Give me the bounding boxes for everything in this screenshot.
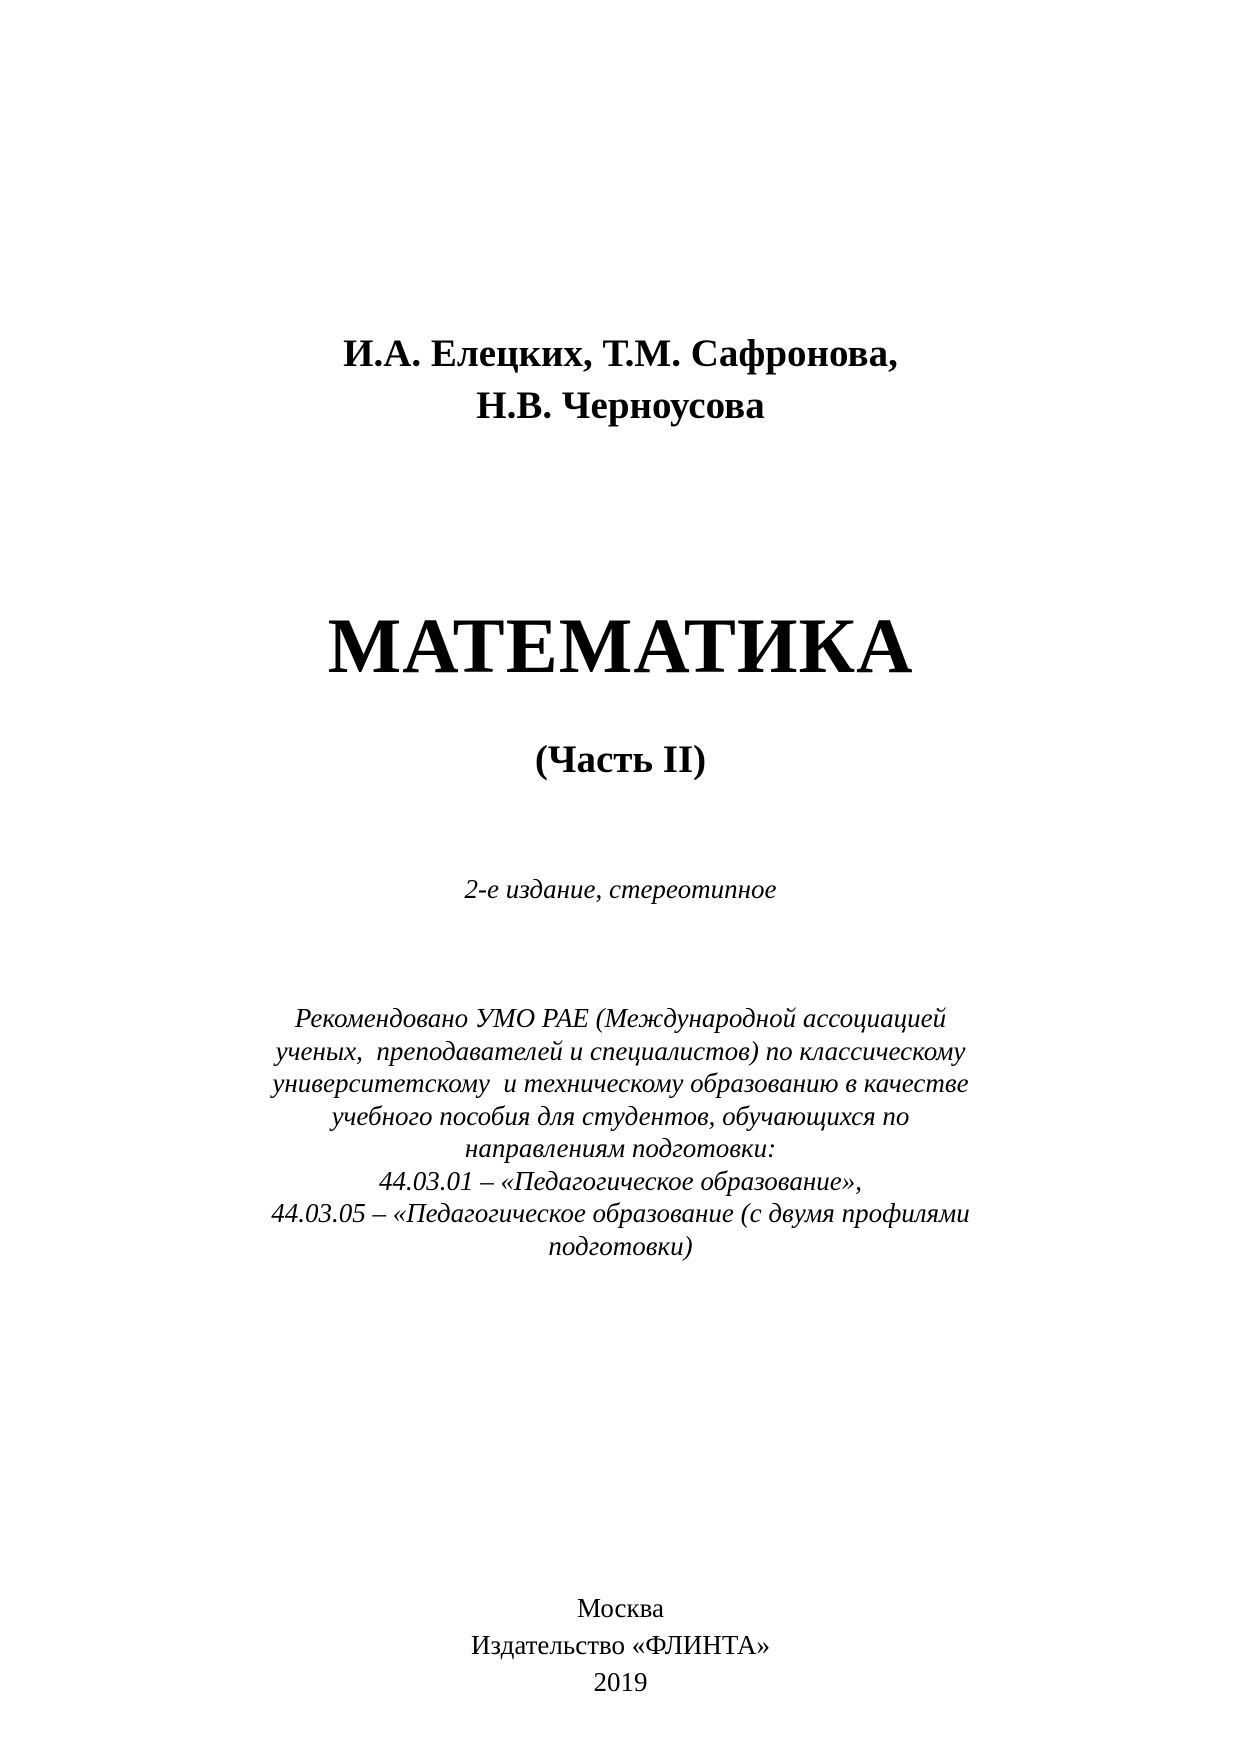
recommendation-line: направлениям подготовки:	[464, 1133, 777, 1163]
recommendation-block	[0, 1002, 1241, 1262]
recommendation-line: Рекомендовано УМО РАЕ (Международной ассоциацией	[294, 1003, 947, 1033]
part-label: (Часть II)	[534, 738, 707, 781]
authors-line-1: И.А. Елецких, Т.М. Сафронова,	[343, 332, 898, 375]
recommendation-line: 44.03.01 – «Педагогическое образование»,	[379, 1165, 862, 1196]
recommendation-line: ученых, преподавателей и специалистов) по классическому	[275, 1035, 966, 1066]
recommendation-line: учебного пособия для студентов, обучающихся по	[331, 1100, 910, 1131]
recommendation-line: 44.03.05 – «Педагогическое образование (с двумя профилями	[271, 1198, 970, 1228]
recommendation-line: подготовки)	[548, 1230, 693, 1261]
imprint-publisher: Издательство «ФЛИНТА»	[470, 1630, 771, 1660]
imprint-year: 2019	[593, 1667, 648, 1697]
recommendation-line: университетскому и техническому образованию в качестве	[272, 1068, 969, 1098]
authors	[0, 328, 1241, 432]
authors-line-2: Н.В. Черноусова	[476, 384, 765, 427]
book-title: МАТЕМАТИКА	[327, 602, 914, 689]
edition-note: 2-е издание, стереотипное	[464, 874, 777, 904]
imprint-city: Москва	[577, 1593, 664, 1623]
imprint	[0, 1590, 1241, 1701]
